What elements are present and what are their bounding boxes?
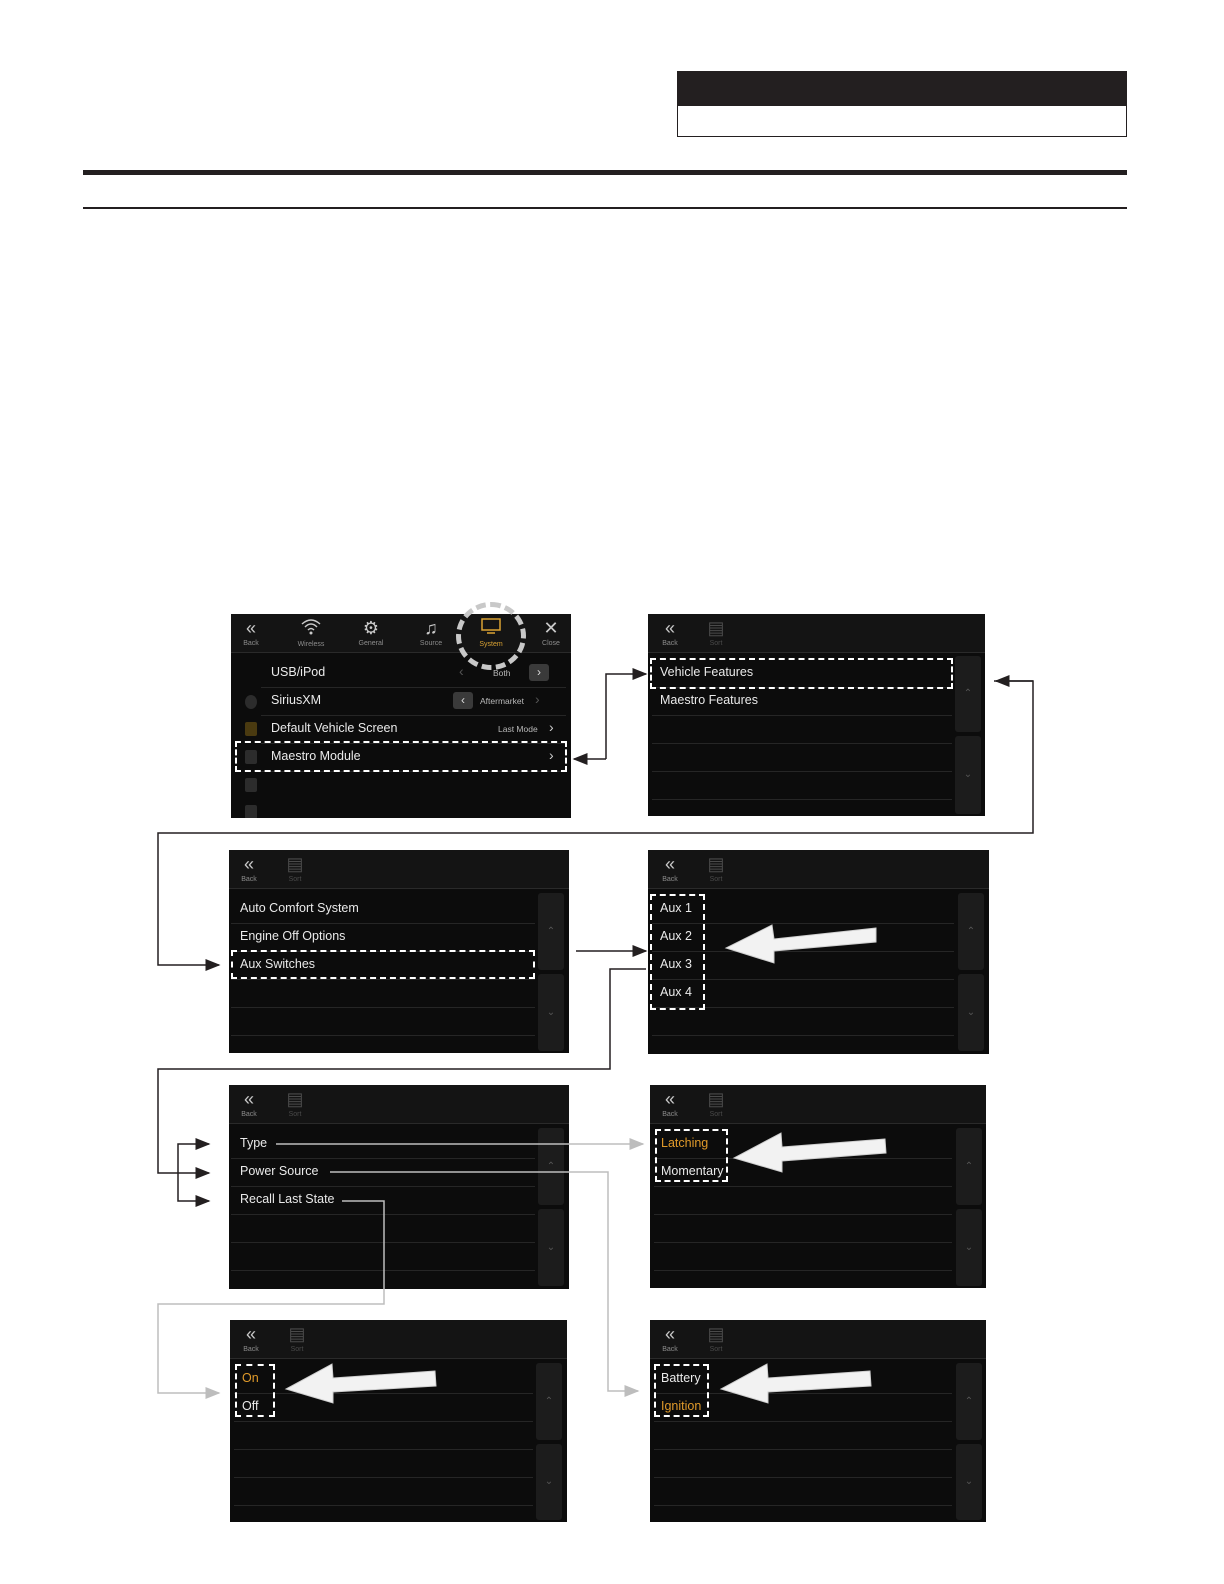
option-ignition[interactable]: Ignition <box>654 1394 952 1422</box>
chevron-back-icon: « <box>664 854 675 874</box>
pointer-arrow <box>734 1133 886 1172</box>
chevron-back-icon: « <box>664 618 675 638</box>
scroll-down-button[interactable]: ⌄ <box>956 1209 982 1286</box>
chevron-right-icon: › <box>549 719 554 735</box>
scroll-down-button[interactable]: ⌄ <box>538 1209 564 1286</box>
sort-button[interactable]: ▤ Sort <box>696 1320 736 1358</box>
chevron-back-icon: « <box>664 1089 675 1109</box>
list-item[interactable]: Auto Comfort System <box>231 896 535 924</box>
sort-icon: ▤ <box>707 1089 725 1109</box>
row-default-vehicle-screen[interactable]: Default Vehicle Screen Last Mode › <box>261 716 566 744</box>
scroll-down-button[interactable]: ⌄ <box>958 974 984 1051</box>
back-button[interactable]: « Back <box>650 850 690 888</box>
connector-line <box>606 674 646 759</box>
list-item[interactable]: Aux 4 <box>652 980 954 1008</box>
option-latching[interactable]: Latching <box>654 1131 952 1159</box>
scroll-down-button[interactable]: ⌄ <box>956 1444 982 1520</box>
chevron-left-icon[interactable]: ‹ <box>459 663 464 679</box>
sort-button[interactable]: ▤ Sort <box>275 850 315 888</box>
scroll-up-button[interactable]: ⌃ <box>955 656 981 732</box>
sort-icon: ▤ <box>288 1324 306 1344</box>
list-item[interactable]: Maestro Features <box>652 688 952 716</box>
list-item-recall-last-state[interactable]: Recall Last State <box>231 1187 535 1215</box>
sort-icon: ▤ <box>707 1324 725 1344</box>
list-item[interactable]: Aux Switches <box>231 952 535 980</box>
connector-line <box>330 1172 638 1391</box>
chevron-right-icon[interactable]: › <box>535 691 540 707</box>
list-item[interactable]: Vehicle Features <box>652 660 952 688</box>
chevron-left-icon[interactable]: ‹ <box>453 692 473 709</box>
list-item[interactable]: Aux 3 <box>652 952 954 980</box>
back-button[interactable]: « Back <box>650 1085 690 1123</box>
chevron-back-icon: « <box>243 1089 254 1109</box>
sort-button[interactable]: ▤ Sort <box>696 850 736 888</box>
scroll-up-button[interactable]: ⌃ <box>538 893 564 970</box>
connector-line <box>158 969 646 1173</box>
scroll-down-button[interactable]: ⌄ <box>538 974 564 1051</box>
pointer-arrow <box>726 925 876 963</box>
scroll-up-button[interactable]: ⌃ <box>956 1363 982 1440</box>
list-item[interactable]: Engine Off Options <box>231 924 535 952</box>
close-button[interactable]: ✕ Close <box>531 614 571 652</box>
tab-general[interactable]: ⚙ General <box>351 614 391 652</box>
option-off[interactable]: Off <box>234 1394 533 1422</box>
scroll-up-button[interactable]: ⌃ <box>538 1128 564 1205</box>
row-maestro-module[interactable]: Maestro Module › <box>261 744 566 772</box>
pointer-arrow <box>286 1364 436 1403</box>
sort-button[interactable]: ▤ Sort <box>696 1085 736 1123</box>
scroll-up-button[interactable]: ⌃ <box>958 893 984 970</box>
list-item-power-source[interactable]: Power Source <box>231 1159 535 1187</box>
connector-line <box>178 1144 209 1173</box>
chevron-back-icon: « <box>245 1324 256 1344</box>
scroll-down-button[interactable]: ⌄ <box>536 1444 562 1520</box>
chevron-back-icon: « <box>243 854 254 874</box>
back-button[interactable]: « Back <box>229 1085 269 1123</box>
row-siriusxm[interactable]: SiriusXM ‹ Aftermarket › <box>261 688 566 716</box>
back-button[interactable]: « Back <box>231 614 271 652</box>
pointer-arrow <box>721 1364 871 1403</box>
connector-line <box>178 1173 209 1201</box>
scroll-down-button[interactable]: ⌄ <box>955 736 981 814</box>
option-battery[interactable]: Battery <box>654 1366 952 1394</box>
option-on[interactable]: On <box>234 1366 533 1394</box>
close-icon: ✕ <box>543 618 559 638</box>
gear-icon: ⚙ <box>362 618 380 638</box>
back-button[interactable]: « Back <box>229 850 269 888</box>
option-momentary[interactable]: Momentary <box>654 1159 952 1187</box>
tab-source[interactable]: ♫ Source <box>411 614 451 652</box>
connector-line <box>158 1201 384 1393</box>
scroll-up-button[interactable]: ⌃ <box>536 1363 562 1440</box>
sort-button[interactable]: ▤ Sort <box>277 1320 317 1358</box>
music-source-icon: ♫ <box>424 618 438 638</box>
sort-icon: ▤ <box>707 854 725 874</box>
list-item-type[interactable]: Type <box>231 1131 535 1159</box>
scroll-up-button[interactable]: ⌃ <box>956 1128 982 1205</box>
list-item[interactable]: Aux 2 <box>652 924 954 952</box>
sort-button[interactable]: ▤ Sort <box>696 614 736 652</box>
sort-icon: ▤ <box>707 618 725 638</box>
chevron-back-icon: « <box>664 1324 675 1344</box>
chevron-right-icon: › <box>549 747 554 763</box>
back-button[interactable]: « Back <box>650 1320 690 1358</box>
chevron-back-icon: « <box>245 618 256 638</box>
back-button[interactable]: « Back <box>231 1320 271 1358</box>
list-item[interactable]: Aux 1 <box>652 896 954 924</box>
tab-system[interactable]: System <box>471 614 511 652</box>
sort-button[interactable]: ▤ Sort <box>275 1085 315 1123</box>
chevron-right-icon[interactable]: › <box>529 664 549 681</box>
sort-icon: ▤ <box>286 854 304 874</box>
sort-icon: ▤ <box>286 1089 304 1109</box>
row-usb-ipod[interactable]: USB/iPod ‹ Both › <box>261 660 566 688</box>
tab-wireless[interactable]: Wireless <box>291 614 331 652</box>
back-button[interactable]: « Back <box>650 614 690 652</box>
connector-line <box>158 681 1033 965</box>
